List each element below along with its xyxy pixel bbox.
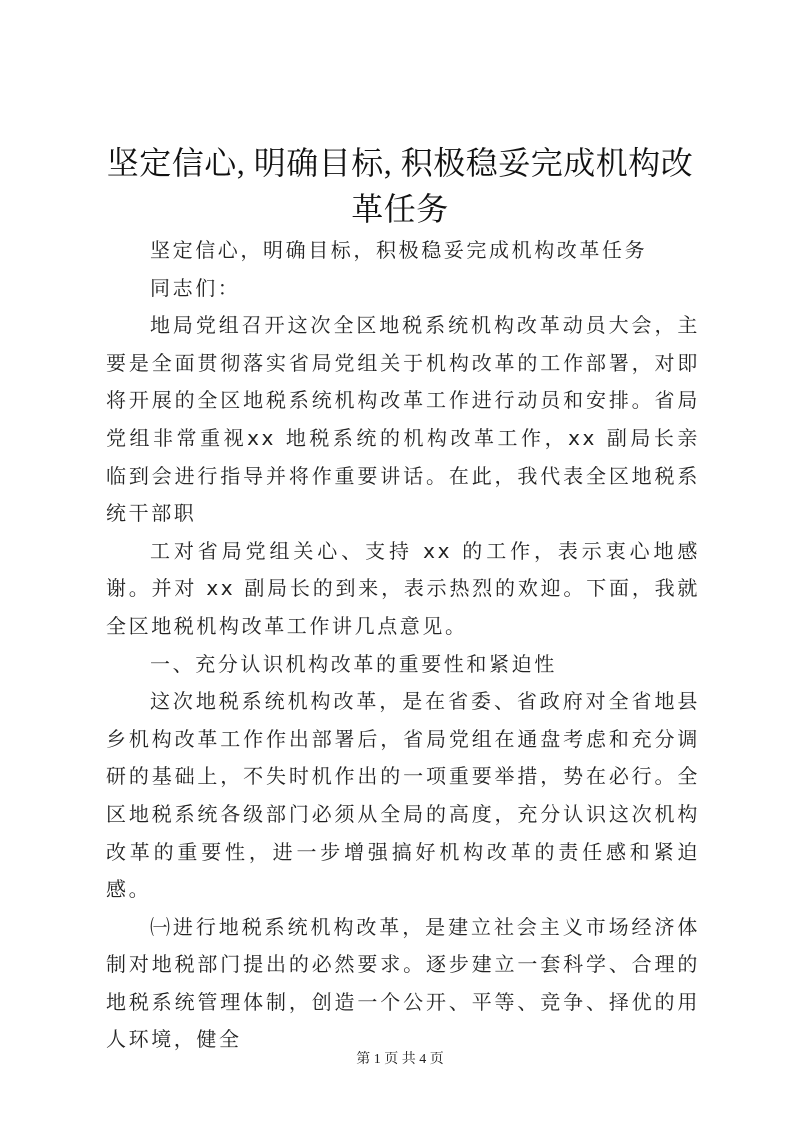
page-number-footer: 第 1 页 共 4 页 bbox=[356, 1052, 444, 1067]
document-title: 坚定信心, 明确目标, 积极稳妥完成机构改革任务 bbox=[106, 145, 694, 227]
body-paragraph: 这次地税系统机构改革，是在省委、省政府对全省地县乡机构改革工作作出部署后，省局党组在通盘考虑和充分调研的基础上，不失时机作出的一项重要举措，势在必行。全区地税系统各级部门必须从全局的高度，充分认识这次机构改革的重要性，进一步增强搞好机构改革的责任感和紧迫感。 bbox=[106, 689, 700, 902]
salutation-paragraph: 同志们： bbox=[150, 275, 241, 300]
body-paragraph: ㈠进行地税系统机构改革，是建立社会主义市场经济体制对地税部门提出的必然要求。逐步建立一套科学、合理的地税系统管理体制，创造一个公开、平等、竞争、择优的用人环境，健全 bbox=[106, 914, 700, 1052]
document-body bbox=[106, 232, 700, 1059]
body-paragraph: 地局党组召开这次全区地税系统机构改革动员大会，主要是全面贯彻落实省局党组关于机构改革的工作部署，对即将开展的全区地税系统机构改革工作进行动员和安排。省局党组非常重视xx 地税系统的机构改革工作，xx 副局长亲临到会进行指导并将作重要讲话。在此，我代表全区地税系统干部职 bbox=[106, 313, 700, 526]
subtitle-paragraph: 坚定信心，明确目标，积极稳妥完成机构改革任务 bbox=[150, 238, 648, 262]
body-paragraph: 工对省局党组关心、支持 xx 的工作，表示衷心地感谢。并对 xx 副局长的到来，表示热烈的欢迎。下面，我就全区地税机构改革工作讲几点意见。 bbox=[106, 538, 700, 638]
section-heading: 一、充分认识机构改革的重要性和紧迫性 bbox=[150, 651, 557, 676]
